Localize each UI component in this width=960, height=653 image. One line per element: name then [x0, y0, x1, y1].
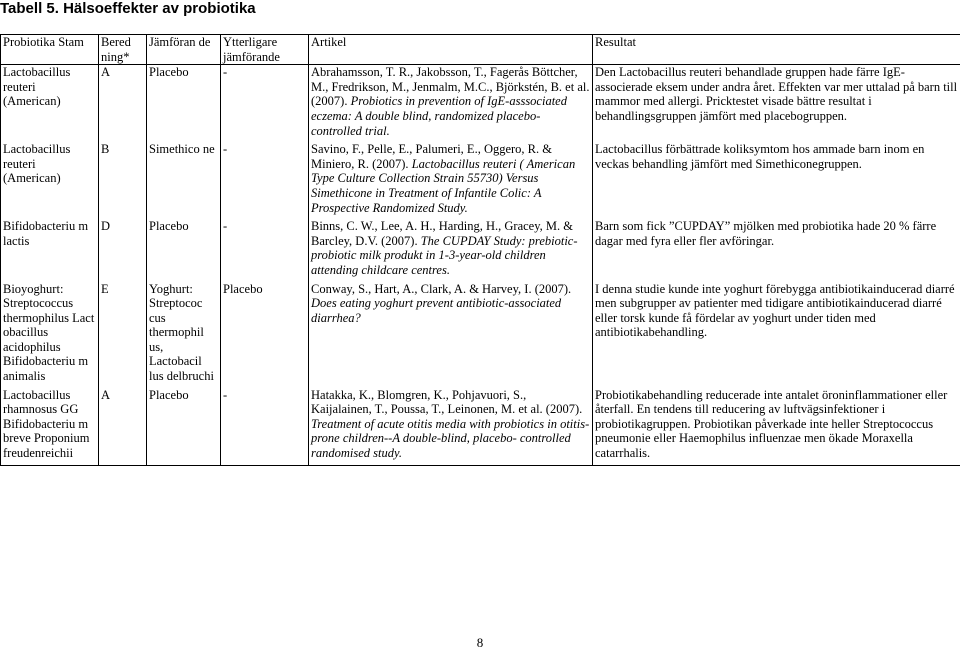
extra-cell: - — [221, 219, 309, 281]
comparison-cell: Simethico ne — [147, 142, 221, 219]
strain-cell: Lactobacillus reuteri (American) — [1, 65, 99, 142]
article-title: Does eating yoghurt prevent antibiotic-associated diarrhea? — [311, 296, 562, 325]
rating-cell: D — [99, 219, 147, 281]
table-row — [1, 65, 960, 142]
rating-cell: A — [99, 65, 147, 142]
extra-cell: Placebo — [221, 282, 309, 388]
comparison-cell: Placebo — [147, 388, 221, 465]
table-header-row — [1, 35, 960, 65]
article-title: Probiotics in prevention of IgE-asssociated eczema: A double blind, randomized placebo- controlled trial. — [311, 94, 567, 138]
article-title: Treatment of acute otitis media with probiotics in otitis-prone children--A double-blind, placebo- controlled randomised study. — [311, 416, 590, 461]
rating-cell: A — [99, 388, 147, 465]
article-authors: Abrahamsson, T. R., Jakobsson, T., Fagerås Böttcher, M., Fredrikson, M., Jenmalm, M.C., Björkstén, B. et al. (2007). — [311, 65, 590, 109]
article-title: The CUPDAY Study: prebiotic-probiotic milk produkt in 1-3-year-old children attending childcare centres. — [311, 233, 578, 277]
article-authors: Savino, F., Pelle, E., Palumeri, E., Oggero, R. & Miniero, R. (2007). — [311, 142, 552, 171]
strain-cell: Lactobacillus reuteri (American) — [1, 142, 99, 219]
comparison-cell: Yoghurt: Streptococ cus thermophil us, Lactobacil lus delbruchi — [147, 282, 221, 388]
table-row — [1, 142, 960, 219]
article-cell — [309, 282, 593, 388]
header-result: Resultat — [593, 35, 960, 65]
header-strain: Probiotika Stam — [1, 35, 99, 65]
table-row — [1, 388, 960, 465]
extra-cell: - — [221, 65, 309, 142]
comparison-cell: Placebo — [147, 65, 221, 142]
article-cell — [309, 219, 593, 281]
article-authors: Conway, S., Hart, A., Clark, A. & Harvey, I. (2007). — [311, 281, 572, 296]
extra-cell: - — [221, 142, 309, 219]
result-cell: Den Lactobacillus reuteri behandlade gruppen hade färre IgE-associerade eksem under andra året. Effekten var mer uttalad på barn till mammor med allergi. Pricktestet visade bättre resultat i behandlingsgruppen jämfört med placebogruppen. — [593, 65, 960, 142]
rating-cell: E — [99, 282, 147, 388]
header-rating: Bered ning* — [99, 35, 147, 65]
result-cell: I denna studie kunde inte yoghurt förebygga antibiotikainducerad diarré men subgrupper av patienter med tidigare antibiotikainducerad diarré eller torsk kunde få fördelar av yoghurt under tiden med antibiotikabehandling. — [593, 282, 960, 388]
comparison-cell: Placebo — [147, 219, 221, 281]
result-cell: Barn som fick ”CUPDAY” mjölken med probiotika hade 20 % färre dagar med fyra eller fler avföringar. — [593, 219, 960, 281]
rating-cell: B — [99, 142, 147, 219]
table-title: Tabell 5. Hälsoeffekter av probiotika — [0, 0, 256, 17]
article-cell — [309, 65, 593, 142]
result-cell: Lactobacillus förbättrade koliksymtom hos ammade barn inom en veckas behandling jämfört med Simethiconegruppen. — [593, 142, 960, 219]
strain-cell: Lactobacillus rhamnosus GG Bifidobacteriu m breve Proponium freudenreichii — [1, 388, 99, 465]
probiotics-table — [0, 34, 960, 466]
page-number: 8 — [476, 635, 484, 650]
article-authors: Binns, C. W., Lee, A. H., Harding, H., Gracey, M. & Barcley, D.V. (2007). — [311, 219, 574, 248]
extra-cell: - — [221, 388, 309, 465]
table-row — [1, 219, 960, 281]
table-row — [1, 282, 960, 388]
article-cell — [309, 388, 593, 465]
strain-cell: Bifidobacteriu m lactis — [1, 219, 99, 281]
strain-cell: Bioyoghurt: Streptococcus thermophilus Lact obacillus acidophilus Bifidobacteriu m animalis — [1, 282, 99, 388]
header-comparison: Jämföran de — [147, 35, 221, 65]
header-extra: Ytterligare jämförande — [221, 35, 309, 65]
article-cell — [309, 142, 593, 219]
header-article: Artikel — [309, 35, 593, 65]
article-authors: Hatakka, K., Blomgren, K., Pohjavuori, S., Kaijalainen, T., Poussa, T., Leinonen, M. et al. (2007). — [311, 387, 583, 417]
article-title: Lactobacillus reuteri ( American Type Culture Collection Strain 55730) Versus Simethicone in Treatment of Infantile Colic: A Prospective Randomized Study. — [311, 156, 576, 215]
result-cell: Probiotikabehandling reducerade inte antalet öroninflammationer eller återfall. En tendens till reducering av luftvägsinfektioner i probiotikagruppen. Probiotikan påverkade inte heller Streptococcus pneumonie eller Haemophilus influenzae men ökade Moraxella catarrhalis. — [593, 388, 960, 465]
